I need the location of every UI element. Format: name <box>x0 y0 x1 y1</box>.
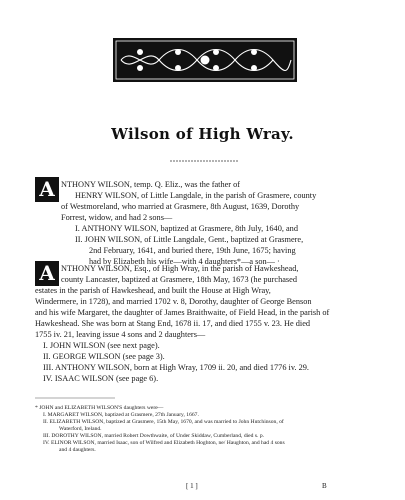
text-line: NTHONY WILSON, temp. Q. Eliz., was the father of <box>61 180 241 189</box>
list-item: II. GEORGE WILSON (see page 3). <box>43 352 165 361</box>
drop-cap-a: A <box>35 261 59 286</box>
text-line: county Lancaster, baptized at Grasmere, 18th May, 1673 (he purchased <box>61 275 297 284</box>
text-line: estates in the parish of Hawkeshead, and built the House at High Wray, <box>35 286 271 295</box>
text-line: Windermere, in 1728), and married 1702 v. 8, Dorothy, daughter of George Benson <box>35 297 312 306</box>
list-item: I. ANTHONY WILSON, baptized at Grasmere, 8th July, 1640, and <box>75 224 298 233</box>
text-line: Hawkeshead. She was born at Stang End, 1678 ii. 17, and died 1755 v. 23. He died <box>35 319 311 328</box>
list-item: II. JOHN WILSON, of Little Langdale, Gent., baptized at Grasmere, <box>75 235 304 244</box>
text-line: had by Elizabeth his wife—with 4 daughters*—a son— · <box>89 257 280 266</box>
footnote-line: II. ELIZABETH WILSON, baptized at Grasmere, 15th May, 1670, and was married to John Hutchinson, of <box>43 419 284 425</box>
text-line: HENRY WILSON, of Little Langdale, in the parish of Grasmere, county <box>75 191 317 200</box>
ornamental-headpiece <box>113 38 297 82</box>
list-item: III. ANTHONY WILSON, born at High Wray, 1709 ii. 20, and died 1776 iv. 29. <box>43 363 309 372</box>
footnote-rule <box>35 397 115 399</box>
text-line: Forrest, widow, and had 2 sons— <box>61 213 173 222</box>
text-line: 1755 iv. 21, leaving issue 4 sons and 2 daughters— <box>35 330 206 339</box>
title-rule <box>170 160 238 162</box>
text-line: of Westmoreland, who married at Grasmere, 8th August, 1639, Dorothy <box>61 202 300 211</box>
list-item: IV. ISAAC WILSON (see page 6). <box>43 374 159 383</box>
footnote-line: Waterford, Ireland. <box>59 426 102 432</box>
list-item: I. JOHN WILSON (see next page). <box>43 341 160 350</box>
paragraph-anthony-wilson <box>35 263 380 393</box>
footnote-line: III. DOROTHY WILSON, married Robert Dowthwaite, of Under Skiddaw, Cumberland, died s. p. <box>43 433 265 439</box>
text-line: 2nd February, 1641, and buried there, 19th June, 1675; having <box>89 246 296 255</box>
footnote-line: I. MARGARET WILSON, baptized at Grasmere, 27th January, 1667. <box>43 412 199 418</box>
footnote-line: IV. ELINOR WILSON, married Isaac, son of Wilfred and Elizabeth Hoghton, ne/ Haughton, and had 4 sons <box>43 440 285 446</box>
signature-mark: B <box>322 482 327 490</box>
text-line: NTHONY WILSON, Esq., of High Wray, in the parish of Hawkeshead, <box>61 264 299 273</box>
drop-cap-a: A <box>35 177 59 202</box>
footnote-line: and 4 daughters. <box>59 447 96 453</box>
footnote-line: * JOHN and ELIZABETH WILSON'S daughters were— <box>35 405 164 411</box>
page-title: Wilson of High Wray. <box>111 125 294 143</box>
text-line: and his wife Margaret, the daughter of James Braithwaite, of Field Head, in the parish of <box>35 308 330 317</box>
page-number: [ 1 ] <box>186 482 198 490</box>
